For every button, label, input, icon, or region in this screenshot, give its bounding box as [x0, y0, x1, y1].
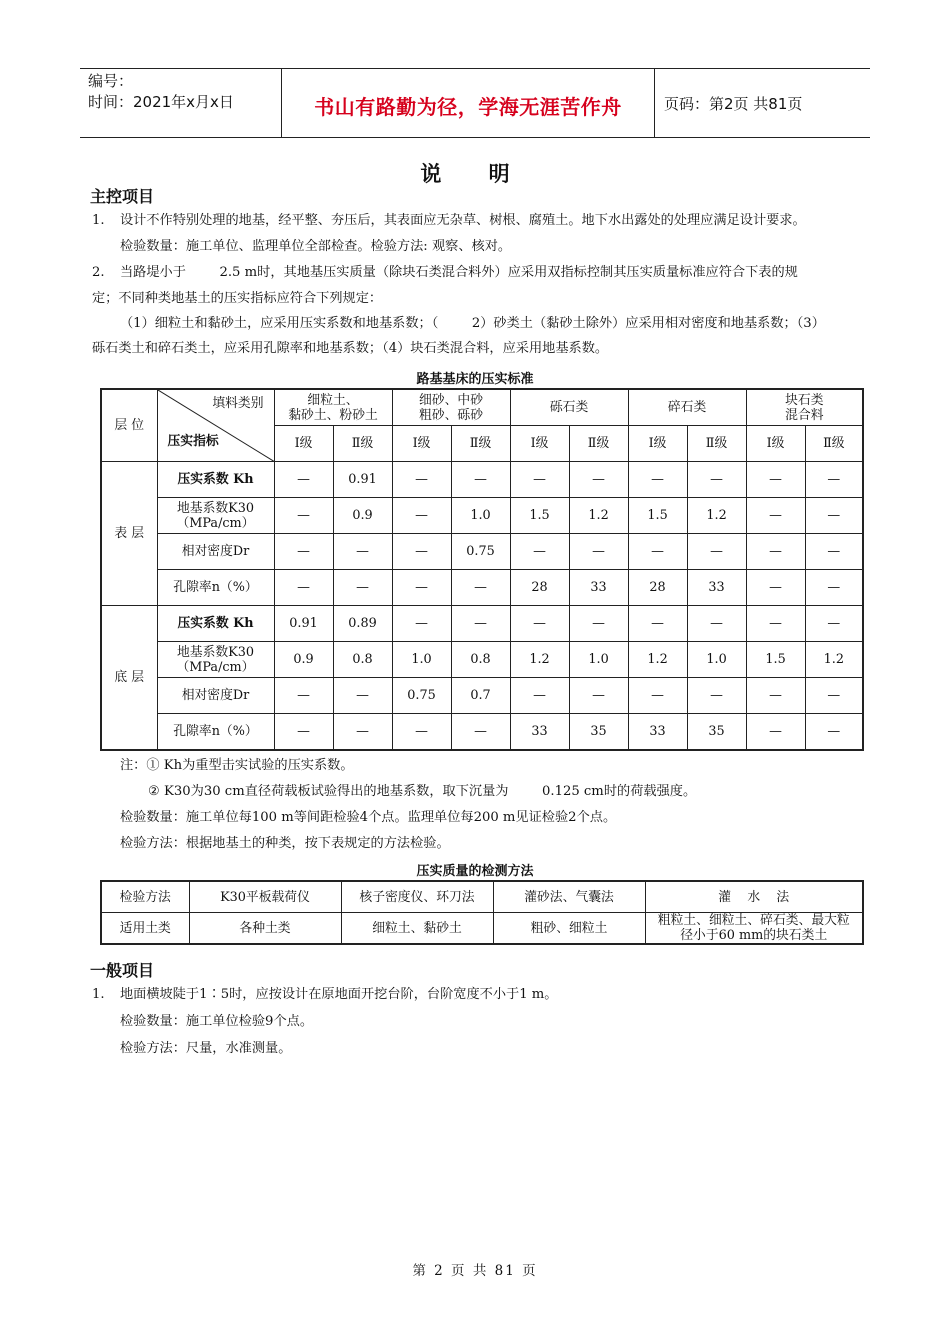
value-cell: — — [392, 462, 451, 498]
value-cell: 1.0 — [569, 642, 628, 678]
value-cell: — — [274, 570, 333, 606]
value-cell: — — [746, 498, 805, 534]
item2-para2: 砾石类土和碎石类土，应采用孔隙率和地基系数；（4）块石类混合料，应采用地基系数。 — [92, 341, 609, 356]
item1-inspection: 检验数量：施工单位、监理单位全部检查。检验方法: 观察、核对。 — [120, 239, 512, 254]
general-item-text: 地面横坡陡于1∶5时，应按设计在原地面开挖台阶，台阶宽度不小于1 m。 — [120, 987, 558, 1002]
header-date: 时间：2021年x月x日 — [88, 93, 234, 111]
grade-cell: Ⅱ级 — [451, 426, 510, 462]
header-meta — [88, 71, 234, 113]
item2-line2: 定；不同种类地基土的压实指标应符合下列规定： — [92, 291, 383, 306]
value-cell: — — [274, 498, 333, 534]
t2-soil-plate: 各种土类 — [189, 913, 341, 945]
value-cell: — — [392, 570, 451, 606]
indicator-cell: 压实系数 Kh — [157, 462, 274, 498]
note-1: 注：① Kh为重型击实试验的压实系数。 — [120, 758, 354, 773]
header-motto: 书山有路勤为径，学海无涯苦作舟 — [314, 95, 622, 119]
value-cell: 1.5 — [746, 642, 805, 678]
value-cell: — — [805, 714, 863, 751]
value-cell: — — [746, 678, 805, 714]
page-title: 说 明 — [420, 162, 530, 186]
value-cell: — — [510, 462, 569, 498]
grade-cell: Ⅱ级 — [333, 426, 392, 462]
t2-soil-header: 适用土类 — [101, 913, 189, 945]
value-cell: 0.91 — [274, 606, 333, 642]
value-cell: 28 — [628, 570, 687, 606]
value-cell: — — [333, 714, 392, 751]
table1-inspection-method: 检验方法：根据地基土的种类，按下表规定的方法检验。 — [120, 836, 450, 851]
value-cell: 1.2 — [569, 498, 628, 534]
value-cell: 0.9 — [333, 498, 392, 534]
value-cell: — — [805, 534, 863, 570]
value-cell: 0.8 — [451, 642, 510, 678]
grade-cell: Ⅰ级 — [746, 426, 805, 462]
diagonal-header — [157, 389, 274, 462]
table-row — [101, 498, 863, 534]
t2-method-plate: K30平板载荷仪 — [189, 881, 341, 913]
table-row — [101, 642, 863, 678]
value-cell: — — [392, 498, 451, 534]
value-cell: — — [805, 678, 863, 714]
value-cell: — — [805, 462, 863, 498]
t2-method-nuclear: 核子密度仪、环刀法 — [341, 881, 493, 913]
indicator-cell: 相对密度Dr — [157, 534, 274, 570]
indicator-cell: 地基系数K30 （MPa/cm） — [157, 642, 274, 678]
value-cell: — — [628, 678, 687, 714]
value-cell: 1.0 — [451, 498, 510, 534]
value-cell: 1.0 — [392, 642, 451, 678]
table-row — [101, 678, 863, 714]
value-cell: — — [333, 678, 392, 714]
item2-line1: 当路堤小于 2.5 m时，其地基压实质量（除块石类混合料外）应采用双指标控制其压实质量标准应符合下表的规 — [120, 265, 798, 280]
item2-para1: （1）细粒土和黏砂土，应采用压实系数和地基系数；（ 2）砂类土（黏砂土除外）应采用相对密度和地基系数；（3） — [120, 316, 825, 331]
value-cell: — — [451, 570, 510, 606]
value-cell: — — [510, 606, 569, 642]
value-cell: 0.7 — [451, 678, 510, 714]
section-heading-main: 主控项目 — [90, 187, 155, 206]
table2-caption: 压实质量的检测方法 — [416, 864, 534, 879]
page-footer: 第 2 页 共 81 页 — [412, 1263, 538, 1279]
value-cell: 1.2 — [510, 642, 569, 678]
general-item-number: 1. — [92, 987, 105, 1002]
value-cell: — — [274, 462, 333, 498]
value-cell: 35 — [687, 714, 746, 751]
layer-cell: 底 层 — [101, 606, 157, 751]
value-cell: 1.2 — [628, 642, 687, 678]
layer-header: 层 位 — [101, 389, 157, 462]
value-cell: — — [333, 534, 392, 570]
value-cell: — — [569, 678, 628, 714]
indicator-cell: 压实系数 Kh — [157, 606, 274, 642]
grade-cell: Ⅱ级 — [805, 426, 863, 462]
category-block-stone: 块石类 混合料 — [746, 389, 863, 426]
grade-cell: Ⅱ级 — [687, 426, 746, 462]
value-cell: — — [746, 534, 805, 570]
table-row — [101, 534, 863, 570]
value-cell: — — [274, 534, 333, 570]
value-cell: 28 — [510, 570, 569, 606]
value-cell: — — [274, 714, 333, 751]
value-cell: — — [687, 462, 746, 498]
value-cell: — — [510, 534, 569, 570]
value-cell: 0.75 — [392, 678, 451, 714]
grade-cell: Ⅰ级 — [274, 426, 333, 462]
value-cell: — — [451, 462, 510, 498]
grade-cell: Ⅱ级 — [569, 426, 628, 462]
grade-cell: Ⅰ级 — [392, 426, 451, 462]
value-cell: 1.5 — [510, 498, 569, 534]
category-crushed-stone: 碎石类 — [628, 389, 746, 426]
table-row — [101, 714, 863, 751]
indicator-label: 压实指标 — [167, 434, 219, 449]
value-cell: 33 — [628, 714, 687, 751]
value-cell: 35 — [569, 714, 628, 751]
t2-method-water: 灌 水 法 — [645, 881, 863, 913]
table1-caption: 路基基床的压实标准 — [416, 372, 534, 387]
value-cell: — — [510, 678, 569, 714]
value-cell: 1.0 — [687, 642, 746, 678]
indicator-cell: 孔隙率n（%） — [157, 570, 274, 606]
table1-inspection-qty: 检验数量：施工单位每100 m等间距检验4个点。监理单位每200 m见证检验2个点。 — [120, 810, 617, 825]
page-header — [80, 68, 870, 138]
header-divider — [654, 69, 655, 137]
table-row — [101, 570, 863, 606]
general-inspection-qty: 检验数量：施工单位检验9个点。 — [120, 1014, 314, 1029]
grade-cell: Ⅰ级 — [628, 426, 687, 462]
value-cell: 1.2 — [687, 498, 746, 534]
item1-text: 设计不作特别处理的地基，经平整、夯压后，其表面应无杂草、树根、腐殖土。地下水出露处的处理应满足设计要求。 — [120, 213, 806, 228]
value-cell: — — [392, 534, 451, 570]
value-cell: 0.9 — [274, 642, 333, 678]
table-row — [101, 462, 863, 498]
fill-type-label: 填料类别 — [212, 396, 264, 411]
table1-body — [101, 462, 863, 751]
value-cell: 33 — [687, 570, 746, 606]
category-sand: 细砂、中砂 粗砂、砾砂 — [392, 389, 510, 426]
test-method-table — [100, 880, 864, 945]
header-page: 页码：第2页 共81页 — [664, 95, 803, 113]
category-gravel: 砾石类 — [510, 389, 628, 426]
value-cell: 1.5 — [628, 498, 687, 534]
value-cell: 33 — [569, 570, 628, 606]
section-heading-general: 一般项目 — [90, 961, 155, 980]
value-cell: — — [805, 498, 863, 534]
item2-number: 2. — [92, 265, 105, 280]
t2-soil-nuclear: 细粒土、黏砂土 — [341, 913, 493, 945]
t2-method-sand-cone: 灌砂法、气囊法 — [493, 881, 645, 913]
value-cell: — — [274, 678, 333, 714]
value-cell: — — [628, 462, 687, 498]
value-cell: — — [569, 606, 628, 642]
t2-method-header: 检验方法 — [101, 881, 189, 913]
value-cell: 0.8 — [333, 642, 392, 678]
category-fine: 细粒土、 黏砂土、粉砂土 — [274, 389, 392, 426]
grade-cell: Ⅰ级 — [510, 426, 569, 462]
item1-number: 1. — [92, 213, 105, 228]
value-cell: — — [687, 678, 746, 714]
t2-soil-water: 粗粒土、细粒土、碎石类、最大粒径小于60 mm的块石类土 — [645, 913, 863, 945]
header-number: 编号： — [88, 72, 134, 90]
value-cell: — — [746, 606, 805, 642]
indicator-cell: 地基系数K30 （MPa/cm） — [157, 498, 274, 534]
value-cell: — — [392, 714, 451, 751]
value-cell: 0.89 — [333, 606, 392, 642]
value-cell: 33 — [510, 714, 569, 751]
value-cell: — — [687, 534, 746, 570]
value-cell: — — [687, 606, 746, 642]
value-cell: — — [333, 570, 392, 606]
value-cell: — — [805, 606, 863, 642]
value-cell: — — [451, 714, 510, 751]
compaction-standard-table — [100, 388, 864, 751]
value-cell: — — [628, 534, 687, 570]
note-2: ② K30为30 cm直径荷载板试验得出的地基系数，取下沉量为 0.125 cm时的荷载强度。 — [148, 784, 697, 799]
value-cell: 1.2 — [805, 642, 863, 678]
value-cell: 0.91 — [333, 462, 392, 498]
value-cell: — — [628, 606, 687, 642]
value-cell: — — [392, 606, 451, 642]
value-cell: 0.75 — [451, 534, 510, 570]
table-row — [101, 606, 863, 642]
value-cell: — — [569, 462, 628, 498]
value-cell: — — [451, 606, 510, 642]
t2-soil-sand-cone: 粗砂、细粒土 — [493, 913, 645, 945]
general-inspection-method: 检验方法：尺量，水准测量。 — [120, 1041, 292, 1056]
layer-cell: 表 层 — [101, 462, 157, 606]
value-cell: — — [746, 570, 805, 606]
indicator-cell: 孔隙率n（%） — [157, 714, 274, 751]
value-cell: — — [569, 534, 628, 570]
value-cell: — — [805, 570, 863, 606]
indicator-cell: 相对密度Dr — [157, 678, 274, 714]
value-cell: — — [746, 462, 805, 498]
value-cell: — — [746, 714, 805, 751]
